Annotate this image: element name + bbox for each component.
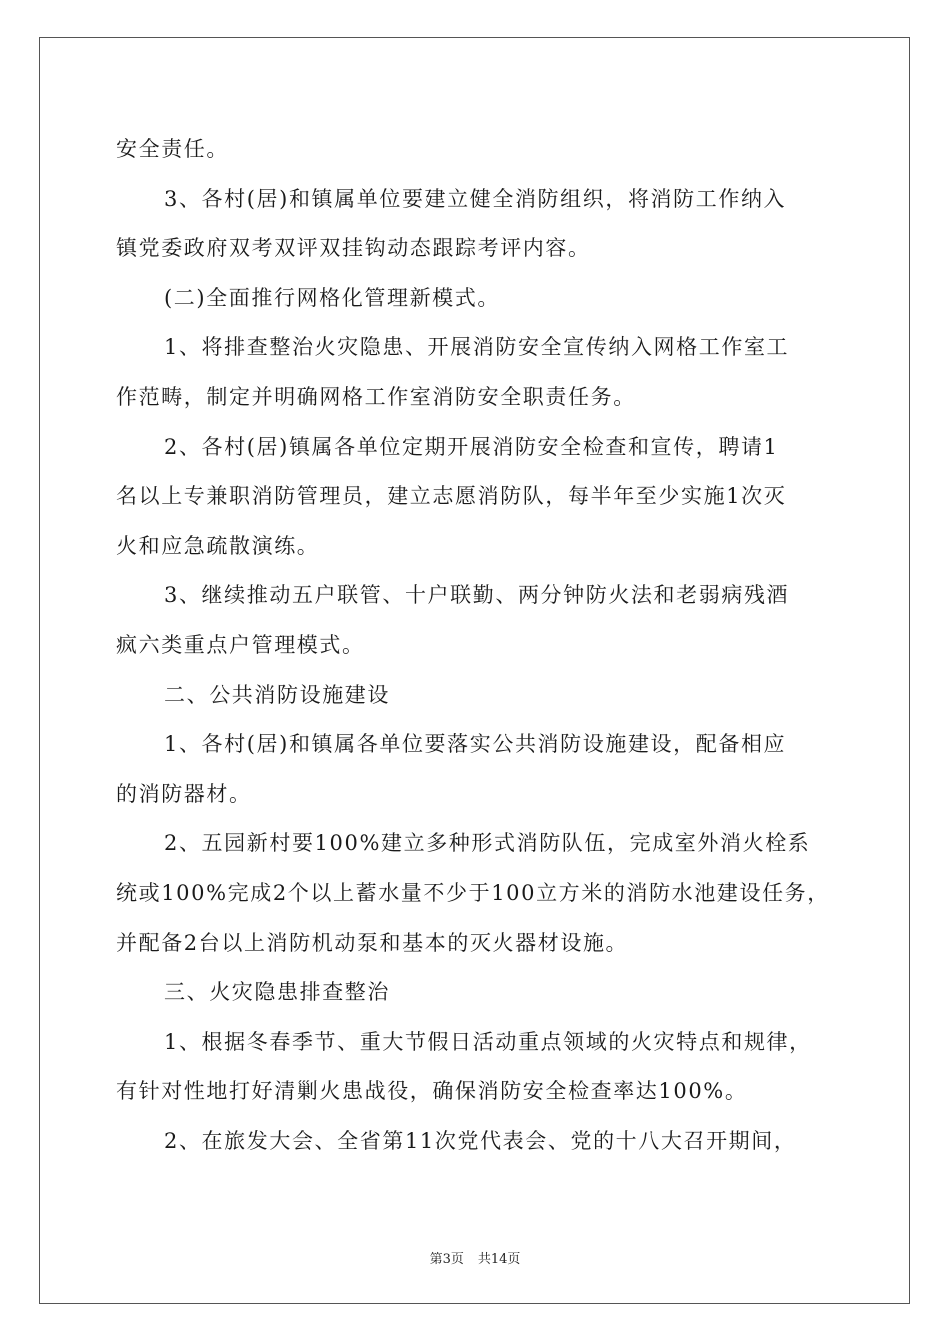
section-heading: (二)全面推行网格化管理新模式。 [164,285,500,310]
text-line: 作范畴，制定并明确网格工作室消防安全职责任务。 [116,384,636,409]
section-heading: 二、公共消防设施建设 [164,682,390,707]
page-footer [0,1248,950,1267]
section-heading: 三、火灾隐患排查整治 [164,980,390,1005]
text-line: 2、在旅发大会、全省第11次党代表会、党的十八大召开期间， [164,1128,797,1153]
text-line: 1、各村(居)和镇属各单位要落实公共消防设施建设，配备相应 [164,732,787,757]
text-line: 1、将排查整治火灾隐患、开展消防安全宣传纳入网格工作室工 [164,335,790,360]
text-line: 3、各村(居)和镇属单位要建立健全消防组织，将消防工作纳入 [164,186,787,211]
text-line: 安全责任。 [116,137,229,161]
text-line: 名以上专兼职消防管理员，建立志愿消防队，每半年至少实施1次灭 [116,484,787,509]
text-line: 2、五园新村要100%建立多种形式消防队伍，完成室外消火栓系 [164,831,811,856]
text-line: 统或100%完成2个以上蓄水量不少于100立方米的消防水池建设任务， [116,880,830,905]
text-line: 火和应急疏散演练。 [116,533,320,558]
text-line: 疯六类重点户管理模式。 [116,632,365,657]
text-line: 1、根据冬春季节、重大节假日活动重点领域的火灾特点和规律， [164,1029,812,1054]
page-total: 共14页 [477,1252,521,1267]
text-line: 3、继续推动五户联管、十户联勤、两分钟防火法和老弱病残酒 [164,583,790,608]
text-line: 的消防器材。 [116,781,252,806]
text-line: 镇党委政府双考双评双挂钩动态跟踪考评内容。 [116,236,591,261]
text-line: 2、各村(居)镇属各单位定期开展消防安全检查和宣传，聘请1 [164,434,779,459]
document-body [116,125,836,1166]
text-line: 并配备2台以上消防机动泵和基本的灭火器材设施。 [116,930,629,955]
page-number: 第3页 [429,1252,464,1267]
text-line: 有针对性地打好清剿火患战役，确保消防安全检查率达100%。 [116,1079,748,1104]
